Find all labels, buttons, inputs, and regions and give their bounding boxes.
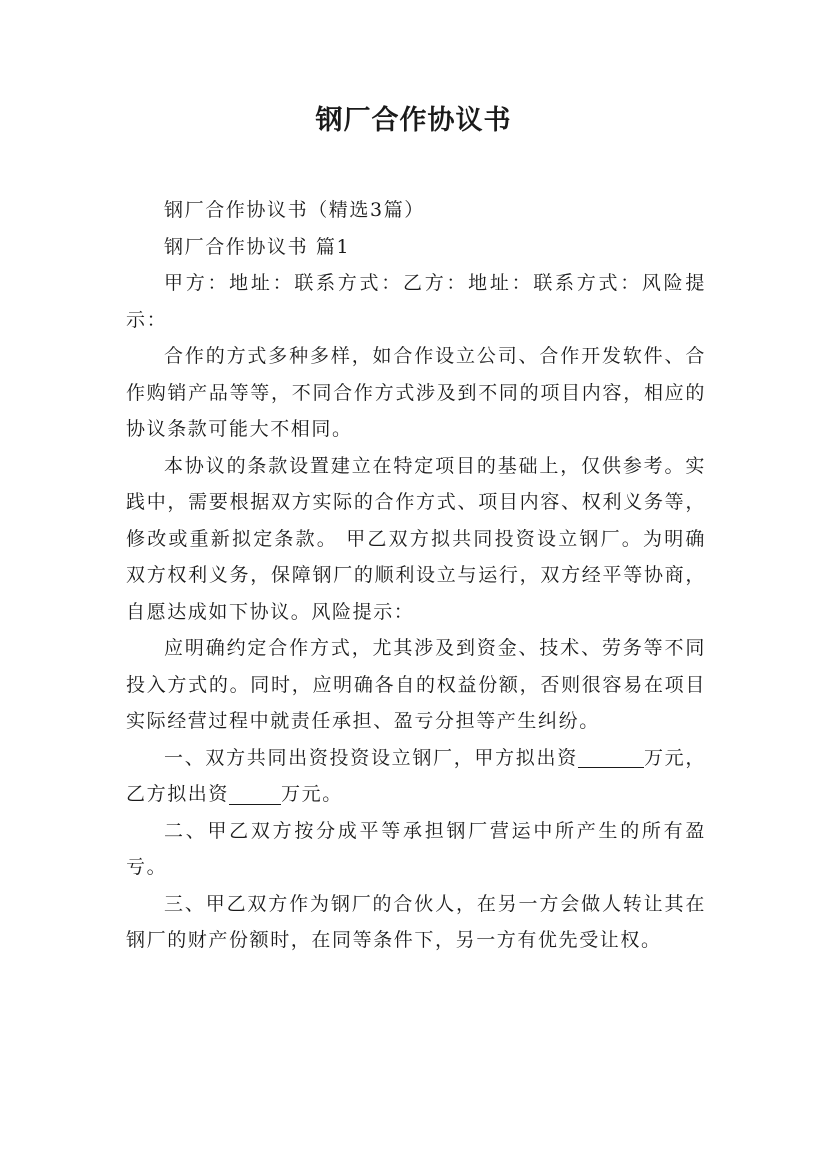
clause-1-text-c: 万元。 [281, 783, 343, 805]
paragraph-clause-2: 二、甲乙双方按分成平等承担钢厂营运中所产生的所有盈亏。 [126, 819, 706, 878]
paragraph-risk-notice: 应明确约定合作方式，尤其涉及到资金、技术、劳务等不同投入方式的。同时，应明确各自的权益份额，否则很容易在项目实际经营过程中就责任承担、盈亏分担等产生纠纷。 [126, 637, 706, 732]
document-title: 钢厂合作协议书 [315, 105, 512, 136]
clause-1-text-a: 一、双方共同出资投资设立钢厂，甲方拟出资 [164, 746, 578, 769]
paragraph-cooperation-modes: 合作的方式多种多样，如合作设立公司、合作开发软件、合作购销产品等等，不同合作方式涉及到不同的项目内容，相应的协议条款可能大不相同。 [126, 345, 706, 440]
paragraph-clause-3: 三、甲乙双方作为钢厂的合伙人，在另一方会做人转让其在钢厂的财产份额时，在同等条件下，另一方有优先受让权。 [126, 892, 706, 951]
paragraph-clause-1 [126, 740, 706, 813]
document-body [126, 192, 706, 959]
paragraph-subtitle: 钢厂合作协议书（精选3篇） [164, 199, 425, 221]
party-a-amount-blank [578, 747, 644, 768]
paragraph-agreement-basis: 本协议的条款设置建立在特定项目的基础上，仅供参考。实践中，需要根据双方实际的合作方式、项目内容、权利义务等，修改或重新拟定条款。 甲乙双方拟共同投资设立钢厂。为明确双方权利义务，保障钢厂的顺利设立与运行，双方经平等协商，自愿达成如下协议。风险提示： [126, 454, 706, 623]
party-b-amount-blank [229, 784, 281, 805]
paragraph-parties: 甲方：地址：联系方式：乙方：地址：联系方式：风险提示： [126, 272, 706, 331]
clause-1-text-b: 万元，乙方拟出资 [126, 746, 706, 805]
paragraph-section-heading: 钢厂合作协议书 篇1 [164, 235, 351, 258]
